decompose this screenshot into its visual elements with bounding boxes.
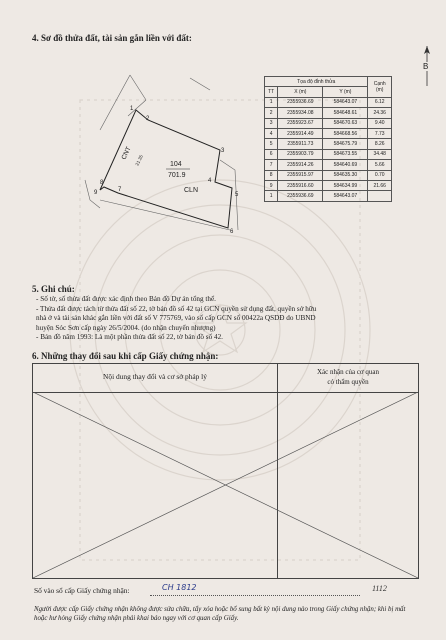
table-row xyxy=(265,149,392,159)
coord-len xyxy=(368,191,392,201)
registry-value: CH 1812 xyxy=(162,583,197,592)
coord-y: 584675.79 xyxy=(323,139,368,149)
coord-x: 2355911.73 xyxy=(278,139,323,149)
coord-pt: 7 xyxy=(265,160,278,170)
side-length: 21.35 xyxy=(134,154,144,167)
coord-x: 2355936.69 xyxy=(278,97,323,107)
coord-y: 584640.69 xyxy=(323,160,368,170)
table-row xyxy=(265,170,392,180)
coord-len: 34.48 xyxy=(368,149,392,159)
coord-len: 9.40 xyxy=(368,118,392,128)
note-line: huyện Sóc Sơn cấp ngày 26/5/2004. (do nhận chuyển nhượng) xyxy=(36,323,216,332)
road-label: CNT xyxy=(120,145,133,161)
section4-title: 4. Sơ đồ thửa đất, tài sản gắn liền với đất: xyxy=(32,33,192,43)
parcel-sketch xyxy=(80,70,260,240)
coord-len: 21.66 xyxy=(368,180,392,190)
registry-label: Số vào sổ cấp Giấy chứng nhận: xyxy=(34,586,130,595)
changes-table xyxy=(32,363,419,579)
confirm-line-2: có thẩm quyền xyxy=(327,378,369,386)
coord-y: 584635.30 xyxy=(323,170,368,180)
vertex-label-9: 9 xyxy=(94,190,98,196)
coord-pt: 1 xyxy=(265,191,278,201)
parcel-number: 104 xyxy=(170,161,182,168)
coordinate-table xyxy=(264,76,392,202)
vertex-label-2: 2 xyxy=(146,116,150,122)
vertex-label-4: 4 xyxy=(208,178,212,184)
coord-len: 7.73 xyxy=(368,128,392,138)
section5-title: 5. Ghi chú: xyxy=(32,284,75,294)
coord-pt: 2 xyxy=(265,108,278,118)
land-type: CLN xyxy=(184,187,199,194)
north-arrow xyxy=(419,44,435,88)
section6-title: 6. Những thay đổi sau khi cấp Giấy chứng nhận: xyxy=(32,351,219,361)
registry-dotted-line xyxy=(150,595,360,596)
vertex-label-1: 1 xyxy=(130,106,134,112)
north-label: B xyxy=(423,62,429,71)
changes-col-content: Nội dung thay đổi và cơ sở pháp lý xyxy=(103,372,207,381)
table-row xyxy=(265,191,392,201)
confirm-line-1: Xác nhận của cơ quan xyxy=(316,368,379,376)
coord-y: 584643.07 xyxy=(323,191,368,201)
coord-y: 584648.61 xyxy=(323,108,368,118)
coord-pt: 4 xyxy=(265,128,278,138)
section5-notes xyxy=(36,295,426,343)
note-line: - Thửa đất được tách từ thửa đất số 22, tờ bản đồ số 42 tại GCN quyền sử dụng đất, quyền sở hữu xyxy=(36,304,317,313)
parcel-area: 701.9 xyxy=(168,172,186,179)
coord-x: 2355916.60 xyxy=(278,180,323,190)
coord-x: 2355934.08 xyxy=(278,108,323,118)
coord-x: 2355914.26 xyxy=(278,160,323,170)
coord-x: 2355914.49 xyxy=(278,128,323,138)
table-row xyxy=(265,128,392,138)
table-row xyxy=(265,118,392,128)
coord-x: 2355936.69 xyxy=(278,191,323,201)
vertex-label-8: 8 xyxy=(100,180,104,186)
footer-note: Người được cấp Giấy chứng nhận không được sửa chữa, tẩy xóa hoặc bổ sung bất kỳ nội dung nào trong Giấy chứng nhận; khi bị mất hoặc hư hỏng Giấy chứng nhận phải khai báo ngay với cơ quan cấp Giấy. xyxy=(34,606,406,622)
coord-x: 2355915.97 xyxy=(278,170,323,180)
coord-header-len: Cạnh (m) xyxy=(368,77,392,98)
vertex-label-3: 3 xyxy=(221,148,225,154)
vertex-label-6: 6 xyxy=(230,229,234,235)
coord-header-y: Y (m) xyxy=(323,87,368,97)
coord-len: 6.12 xyxy=(368,97,392,107)
coord-y: 584643.07 xyxy=(323,97,368,107)
coord-pt: 6 xyxy=(265,149,278,159)
coord-pt: 1 xyxy=(265,97,278,107)
coord-len: 24.36 xyxy=(368,108,392,118)
coord-y: 584634.99 xyxy=(323,180,368,190)
table-row xyxy=(265,97,392,107)
note-line: - Bản đồ năm 1993: Là một phần thửa đất số 22, tờ bản đồ số 42. xyxy=(36,333,223,342)
table-row xyxy=(265,160,392,170)
vertex-label-7: 7 xyxy=(118,187,122,193)
coord-pt: 5 xyxy=(265,139,278,149)
coord-table-title: Tọa độ đỉnh thửa xyxy=(265,77,368,87)
vertex-label-5: 5 xyxy=(235,192,239,198)
coord-x: 2355923.67 xyxy=(278,118,323,128)
coord-pt: 8 xyxy=(265,170,278,180)
coord-pt: 3 xyxy=(265,118,278,128)
cross-out-lines xyxy=(33,392,418,578)
changes-col-confirm xyxy=(279,367,417,387)
coord-len: 8.26 xyxy=(368,139,392,149)
coord-y: 584673.55 xyxy=(323,149,368,159)
coord-y: 584670.63 xyxy=(323,118,368,128)
coord-len: 5.66 xyxy=(368,160,392,170)
coord-header-x: X (m) xyxy=(278,87,323,97)
table-row xyxy=(265,108,392,118)
coord-header-pt: TT xyxy=(265,87,278,97)
table-row xyxy=(265,139,392,149)
registry-handwritten-number: 1112 xyxy=(372,584,387,593)
coord-pt: 9 xyxy=(265,180,278,190)
note-line: nhà ở và tài sản khác gắn liền với đất số V 775769, vào số cấp GCN số 00422a QSDĐ do UBND xyxy=(36,314,316,323)
coord-len: 0.70 xyxy=(368,170,392,180)
note-line: - Số tờ, số thửa đất được xác định theo Bản đồ Dự án tổng thể. xyxy=(36,295,216,303)
coord-x: 2355903.79 xyxy=(278,149,323,159)
table-row xyxy=(265,180,392,190)
coord-y: 584668.56 xyxy=(323,128,368,138)
